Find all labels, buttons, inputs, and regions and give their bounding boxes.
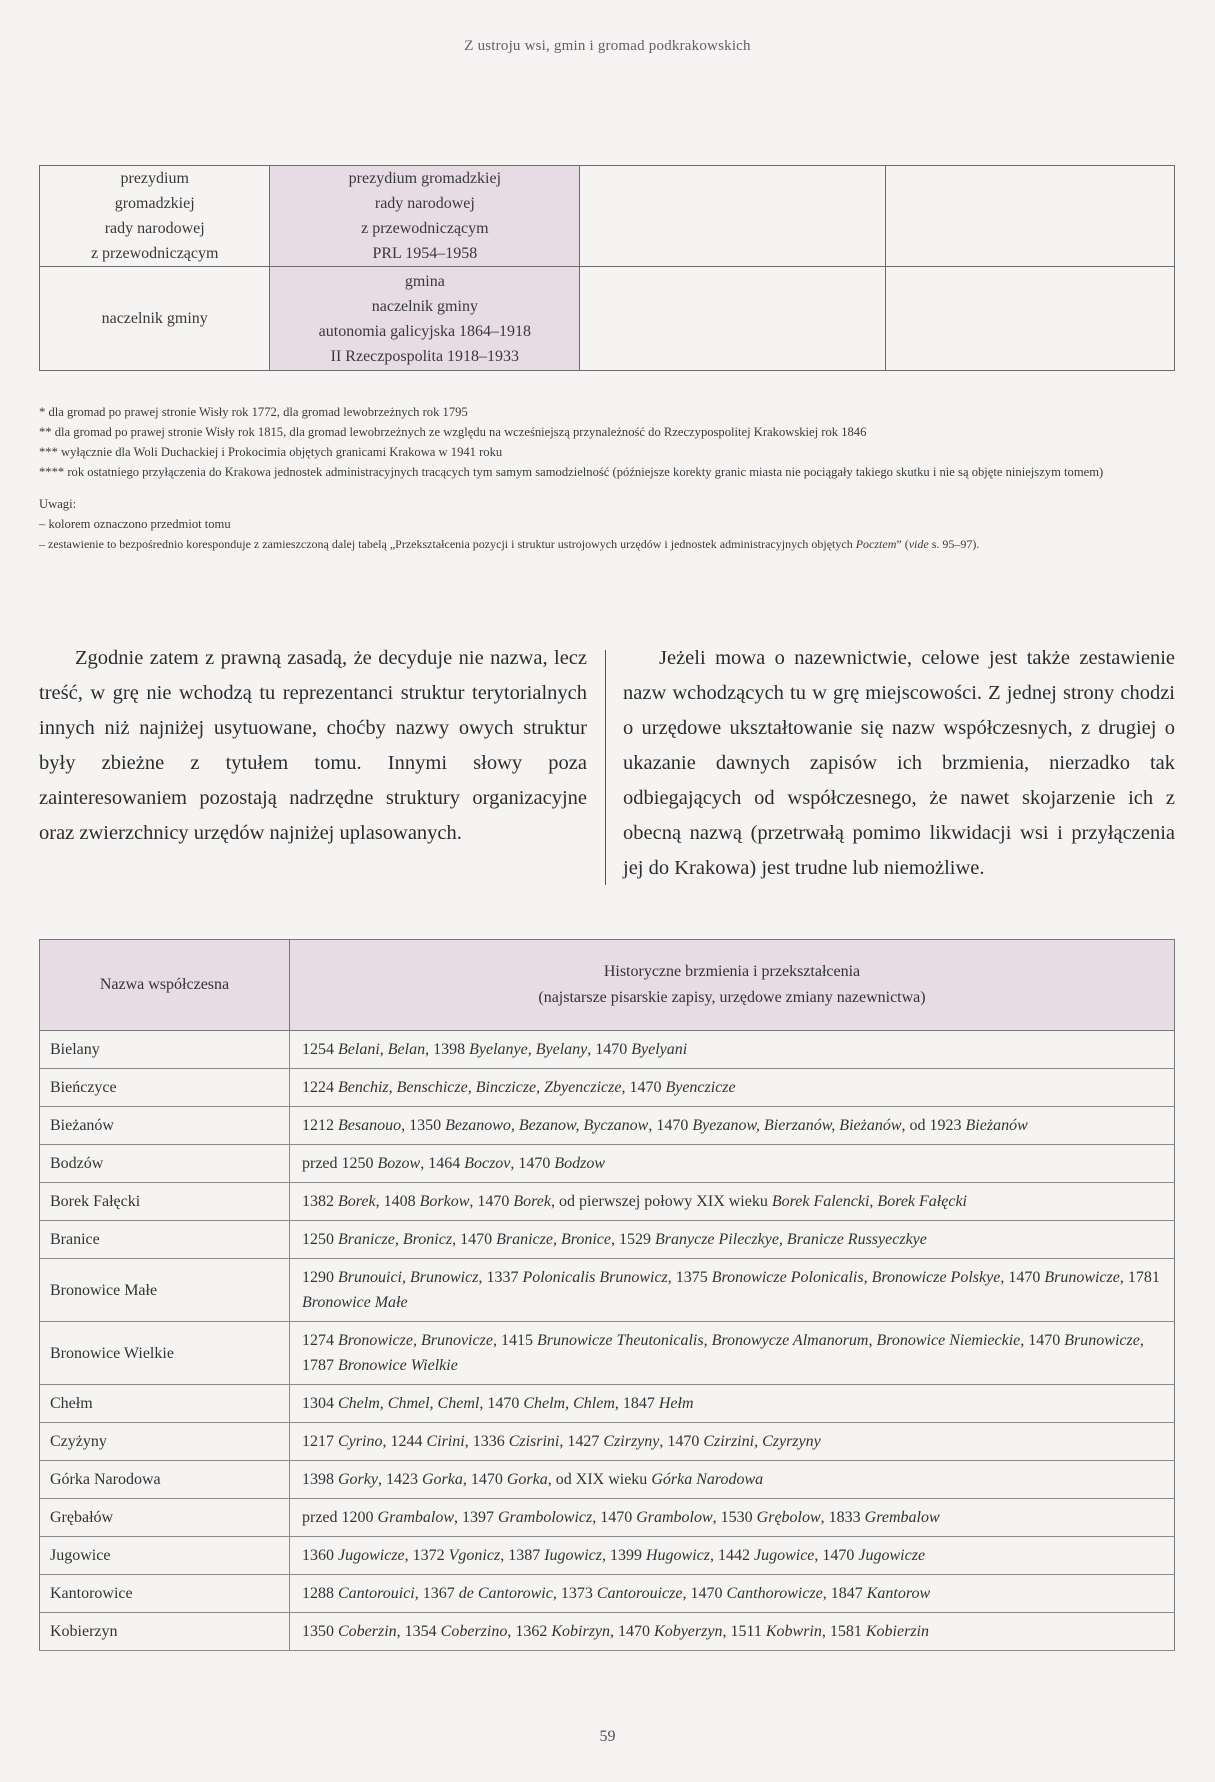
historical-form: Borek <box>338 1193 376 1210</box>
date-text: , 1470 <box>452 1231 497 1248</box>
historical-forms-cell <box>290 1423 1175 1461</box>
historical-forms-cell <box>290 1183 1175 1221</box>
table-body <box>40 1031 1175 1651</box>
date-text: , 1529 <box>611 1231 655 1248</box>
remark-italic: vide <box>908 537 929 551</box>
historical-form: Byezanow, Bierzanów, Bieżanów <box>692 1117 902 1134</box>
date-text: , 1470 <box>682 1585 727 1602</box>
modern-name-cell: Bodzów <box>40 1145 290 1183</box>
page-number: 59 <box>599 1728 616 1745</box>
cell-empty <box>885 166 1174 267</box>
historical-form: Grambalow <box>377 1509 454 1526</box>
date-text: , 1833 <box>820 1509 865 1526</box>
historical-form: Cantorouici <box>338 1585 415 1602</box>
cell-office-highlighted <box>270 267 580 371</box>
historical-form: Branicze, Bronicz <box>338 1231 453 1248</box>
historical-form: Byelanye, Byelany <box>469 1041 588 1058</box>
cell-line: autonomia galicyjska 1864–1918 <box>318 322 532 340</box>
remark: – kolorem oznaczono przedmiot tomu <box>39 517 231 531</box>
historical-form: Gorka <box>506 1471 548 1488</box>
header-modern-name: Nazwa współczesna <box>40 940 290 1031</box>
cell-line: naczelnik gminy <box>371 297 478 315</box>
cell-line: rady narodowej <box>104 220 205 237</box>
date-text: , 1427 <box>559 1433 604 1450</box>
historical-form: Vgonicz <box>448 1547 501 1564</box>
date-text: 1224 <box>302 1079 338 1096</box>
date-text: , 1470 <box>621 1079 666 1096</box>
table-row <box>40 1069 1175 1107</box>
date-text: , 1362 <box>507 1623 552 1640</box>
table-row <box>40 1613 1175 1651</box>
cell-line: gmina <box>404 272 445 290</box>
date-text: 1254 <box>302 1041 338 1058</box>
modern-name-cell: Bieńczyce <box>40 1069 290 1107</box>
table-row <box>40 1322 1175 1385</box>
cell-line: prezydium gromadzkiej <box>348 170 502 187</box>
table-row <box>40 1461 1175 1499</box>
date-text: 1288 <box>302 1585 338 1602</box>
date-text: , 1336 <box>464 1433 509 1450</box>
historical-form: de Cantorowic <box>458 1585 553 1602</box>
historical-form: Coberzin <box>338 1623 397 1640</box>
historical-form: Borek <box>513 1193 551 1210</box>
historical-form: Czirzini, Czyrzyny <box>703 1433 821 1450</box>
cell-line: II Rzeczpospolita 1918–1933 <box>330 347 520 365</box>
table-row <box>40 1031 1175 1069</box>
historical-forms-cell <box>290 1069 1175 1107</box>
table-row <box>40 1107 1175 1145</box>
historical-forms-cell <box>290 1613 1175 1651</box>
date-text: , 1367 <box>414 1585 459 1602</box>
modern-name-cell: Bielany <box>40 1031 290 1069</box>
historical-form: Cyrino <box>338 1433 383 1450</box>
modern-name-cell: Branice <box>40 1221 290 1259</box>
historical-form: Kobierzin <box>865 1623 929 1640</box>
historical-form: Bieżanów <box>965 1117 1028 1134</box>
date-text: , 1372 <box>404 1547 449 1564</box>
historical-form: Borek Falencki, Borek Fałęcki <box>771 1193 967 1210</box>
historical-form: Grembalow <box>864 1509 940 1526</box>
modern-name-cell: Jugowice <box>40 1537 290 1575</box>
historical-form: Górka Narodowa <box>651 1471 764 1488</box>
historical-form: Polonicalis Brunowicz <box>522 1269 668 1286</box>
table-row <box>40 267 1175 371</box>
historical-form: Brunouici, Brunowicz <box>338 1269 479 1286</box>
historical-form: Bezanowo, Bezanow, Byczanow <box>445 1117 649 1134</box>
historical-form: Bodzow <box>554 1155 606 1172</box>
header-historical <box>290 940 1175 1031</box>
date-text: 1290 <box>302 1269 338 1286</box>
remark-text: ” ( <box>896 537 909 551</box>
date-text: 1212 <box>302 1117 338 1134</box>
table-notes <box>39 402 1179 554</box>
historical-form: Kobirzyn <box>551 1623 611 1640</box>
table-row <box>40 1423 1175 1461</box>
footnote: ** dla gromad po prawej stronie Wisły rok 1815, dla gromad lewobrzeżnych ze względu na wcześniejszą przynależność do Rzeczypospolitej Krakowskiej rok 1846 <box>39 425 867 439</box>
historical-form: Canthorowicze <box>726 1585 823 1602</box>
remark-text: – zestawienie to bezpośrednio koresponduje z zamieszczoną dalej tabelą „Przekształcenia pozycji i struktur ustrojowych urzędów i jednostek administracyjnych objętych <box>39 537 856 551</box>
historical-form: Coberzino <box>440 1623 508 1640</box>
offices-table <box>39 165 1175 371</box>
table-header-row <box>40 940 1175 1031</box>
historical-form: Belani, Belan <box>338 1041 426 1058</box>
modern-name-cell: Czyżyny <box>40 1423 290 1461</box>
date-text: , 1470 <box>648 1117 693 1134</box>
date-text: , 1442 <box>709 1547 754 1564</box>
historical-form: Czirzyny <box>603 1433 660 1450</box>
table-row <box>40 1259 1175 1322</box>
modern-name-cell: Chełm <box>40 1385 290 1423</box>
date-text: , od 1923 <box>901 1117 966 1134</box>
date-text: , 1787 <box>302 1332 1144 1374</box>
date-text: , 1337 <box>478 1269 523 1286</box>
date-text: , 1847 <box>614 1395 659 1412</box>
historical-form: Bronowice Wielkie <box>338 1357 458 1374</box>
historical-form: Hełm <box>658 1395 694 1412</box>
historical-form: Gorka <box>421 1471 463 1488</box>
historical-form: Boczov <box>464 1155 511 1172</box>
date-text: 1250 <box>302 1231 338 1248</box>
date-text: , 1464 <box>420 1155 465 1172</box>
historical-forms-cell <box>290 1322 1175 1385</box>
historical-forms-cell <box>290 1461 1175 1499</box>
historical-form: Hugowicz <box>645 1547 710 1564</box>
column-divider <box>605 650 606 885</box>
header-line: Historyczne brzmienia i przekształcenia <box>603 963 861 980</box>
modern-name-cell: Borek Fałęcki <box>40 1183 290 1221</box>
historical-form: Czisrini <box>508 1433 560 1450</box>
cell-office-highlighted <box>270 166 580 267</box>
date-text: , 1511 <box>722 1623 766 1640</box>
remark-text: s. 95–97). <box>928 537 980 551</box>
historical-forms-cell <box>290 1107 1175 1145</box>
cell-line: rady narodowej <box>374 195 475 212</box>
date-text: , 1581 <box>821 1623 866 1640</box>
date-text: , 1423 <box>377 1471 422 1488</box>
historical-form: Iugowicz <box>544 1547 602 1564</box>
date-text: , 1415 <box>492 1332 537 1349</box>
date-text: , 1373 <box>552 1585 597 1602</box>
date-text: , 1470 <box>1020 1332 1065 1349</box>
historical-form: Bozow <box>377 1155 421 1172</box>
historical-form: Brunowicze Theutonicalis, Bronowycze Almanorum, Bronowice Niemieckie <box>536 1332 1021 1349</box>
historical-form: Kantorow <box>866 1585 931 1602</box>
historical-form: Brunowicze <box>1044 1269 1120 1286</box>
date-text: przed 1250 <box>302 1155 378 1172</box>
running-head: Z ustroju wsi, gmin i gromad podkrakowskich <box>464 38 751 54</box>
remarks-title: Uwagi: <box>39 497 77 511</box>
historical-form: Bronowicze Polonicalis, Bronowicze Polskye <box>711 1269 1001 1286</box>
cell-line: gromadzkiej <box>114 195 195 212</box>
table-row <box>40 166 1175 267</box>
historical-forms-cell <box>290 1575 1175 1613</box>
table-row <box>40 1385 1175 1423</box>
modern-name-cell: Kobierzyn <box>40 1613 290 1651</box>
footnote: *** wyłącznie dla Woli Duchackiej i Prokocimia objętych granicami Krakowa w 1941 roku <box>39 445 503 459</box>
historical-form: Cantorouicze <box>596 1585 683 1602</box>
cell-office-left <box>40 166 270 267</box>
date-text: , 1470 <box>592 1509 637 1526</box>
date-text: , 1244 <box>382 1433 427 1450</box>
historical-form: Benchiz, Benschicze, Binczicze, Zbyenczicze <box>338 1079 622 1096</box>
date-text: 1382 <box>302 1193 338 1210</box>
historical-form: Gorky <box>338 1471 378 1488</box>
table-row <box>40 1145 1175 1183</box>
date-text: , 1387 <box>500 1547 545 1564</box>
date-text: , 1350 <box>401 1117 446 1134</box>
date-text: , 1781 <box>1119 1269 1160 1286</box>
cell-line: PRL 1954–1958 <box>372 245 478 262</box>
historical-form: Kobyerzyn <box>654 1623 723 1640</box>
date-text: , 1470 <box>479 1395 524 1412</box>
paragraph: Jeżeli mowa o nazewnictwie, celowe jest także zestawienie nazw wchodzących tu w grę miejscowości. Z jednej strony chodzi o urzędowe ukształtowanie się nazw współczesnych, z drugiej o ukazanie dawnych zapisów ich brzmienia, nierzadko tak odbiegających od współczesnego, że nawet skojarzenie ich z obecną nazwą (przetrwałą pomimo likwidacji wsi i przyłączenia jej do Krakowa) jest trudne lub niemożliwe. <box>623 647 1175 879</box>
historical-form: Cirini <box>426 1433 465 1450</box>
place-names-table <box>39 939 1175 1651</box>
date-text: przed 1200 <box>302 1509 378 1526</box>
historical-form: Jugowicze <box>858 1547 926 1564</box>
date-text: 1304 <box>302 1395 338 1412</box>
date-text: 1217 <box>302 1433 338 1450</box>
date-text: , 1470 <box>659 1433 704 1450</box>
footnote: * dla gromad po prawej stronie Wisły rok 1772, dla gromad lewobrzeżnych rok 1795 <box>39 405 468 419</box>
historical-form: Grębolow <box>756 1509 821 1526</box>
modern-name-cell: Kantorowice <box>40 1575 290 1613</box>
historical-forms-cell <box>290 1031 1175 1069</box>
date-text: , 1470 <box>587 1041 632 1058</box>
table-row <box>40 1221 1175 1259</box>
historical-forms-cell <box>290 1259 1175 1322</box>
body-column-right <box>623 641 1175 886</box>
body-column-left <box>39 641 587 851</box>
table-row <box>40 1575 1175 1613</box>
historical-form: Brunowicze <box>1064 1332 1140 1349</box>
modern-name-cell: Grębałów <box>40 1499 290 1537</box>
historical-form: Branycze Pileczkye, Branicze Russyeczkye <box>655 1231 927 1248</box>
historical-form: Bronowicze, Brunovicze <box>338 1332 493 1349</box>
date-text: , 1470 <box>814 1547 859 1564</box>
cell-empty <box>580 267 885 371</box>
table-row <box>40 1499 1175 1537</box>
historical-form: Chelm, Chmel, Cheml <box>338 1395 480 1412</box>
date-text: , 1470 <box>1000 1269 1045 1286</box>
cell-empty <box>580 166 885 267</box>
modern-name-cell: Bieżanów <box>40 1107 290 1145</box>
table-row <box>40 1537 1175 1575</box>
date-text: , 1530 <box>712 1509 757 1526</box>
date-text: , 1399 <box>601 1547 646 1564</box>
date-text: , 1408 <box>375 1193 420 1210</box>
historical-forms-cell <box>290 1385 1175 1423</box>
historical-form: Jugowice <box>753 1547 815 1564</box>
date-text: , 1470 <box>462 1471 507 1488</box>
cell-line: prezydium <box>120 170 189 187</box>
historical-forms-cell <box>290 1145 1175 1183</box>
historical-forms-cell <box>290 1221 1175 1259</box>
remark-italic: Pocztem <box>855 537 897 551</box>
date-text: , 1470 <box>469 1193 514 1210</box>
date-text: 1398 <box>302 1471 338 1488</box>
date-text: , od pierwszej połowy XIX wieku <box>551 1193 772 1210</box>
historical-forms-cell <box>290 1537 1175 1575</box>
footnote: **** rok ostatniego przyłączenia do Krakowa jednostek administracyjnych tracących tym samym samodzielność (późniejsze korekty granic miasta nie pociągały takiego skutku i nie są objęte niniejszym tomem) <box>39 465 1104 479</box>
date-text: , 1398 <box>425 1041 470 1058</box>
header-line: (najstarsze pisarskie zapisy, urzędowe zmiany nazewnictwa) <box>538 989 926 1006</box>
cell-line: naczelnik gminy <box>101 310 208 327</box>
historical-form: Grambolow <box>636 1509 713 1526</box>
cell-line: z przewodniczącym <box>361 220 489 237</box>
historical-form: Borkow <box>419 1193 470 1210</box>
date-text: , od XIX wieku <box>547 1471 652 1488</box>
cell-office-left <box>40 267 270 371</box>
historical-form: Jugowicze <box>338 1547 405 1564</box>
historical-form: Besanouo <box>338 1117 402 1134</box>
date-text: 1274 <box>302 1332 338 1349</box>
historical-form: Byenczicze <box>665 1079 736 1096</box>
paragraph: Zgodnie zatem z prawną zasadą, że decyduje nie nazwa, lecz treść, w grę nie wchodzą tu reprezentanci struktur terytorialnych innych niż najniżej usytuowane, choćby nazwy owych struktur były zbieżne z tytułem tomu. Innymi słowy poza zainteresowaniem pozostają nadrzędne struktury organizacyjne oraz zwierzchnicy urzędów najniżej uplasowanych. <box>39 647 587 844</box>
date-text: , 1470 <box>510 1155 555 1172</box>
date-text: , 1354 <box>396 1623 441 1640</box>
historical-forms-cell <box>290 1499 1175 1537</box>
modern-name-cell: Górka Narodowa <box>40 1461 290 1499</box>
cell-line: z przewodniczącym <box>90 245 219 262</box>
date-text: , 1397 <box>453 1509 498 1526</box>
historical-form: Chelm, Chlem <box>523 1395 615 1412</box>
table-row <box>40 1183 1175 1221</box>
historical-form: Branicze, Bronice <box>496 1231 611 1248</box>
historical-form: Kobwrin <box>765 1623 822 1640</box>
remark <box>39 534 1179 554</box>
date-text: , 1375 <box>667 1269 712 1286</box>
date-text: , 1470 <box>610 1623 655 1640</box>
date-text: 1360 <box>302 1547 338 1564</box>
cell-empty <box>885 267 1174 371</box>
date-text: 1350 <box>302 1623 338 1640</box>
historical-form: Grambolowicz <box>497 1509 593 1526</box>
modern-name-cell: Bronowice Wielkie <box>40 1322 290 1385</box>
historical-form: Byelyani <box>631 1041 688 1058</box>
historical-form: Bronowice Małe <box>302 1294 408 1311</box>
modern-name-cell: Bronowice Małe <box>40 1259 290 1322</box>
date-text: , 1847 <box>822 1585 867 1602</box>
